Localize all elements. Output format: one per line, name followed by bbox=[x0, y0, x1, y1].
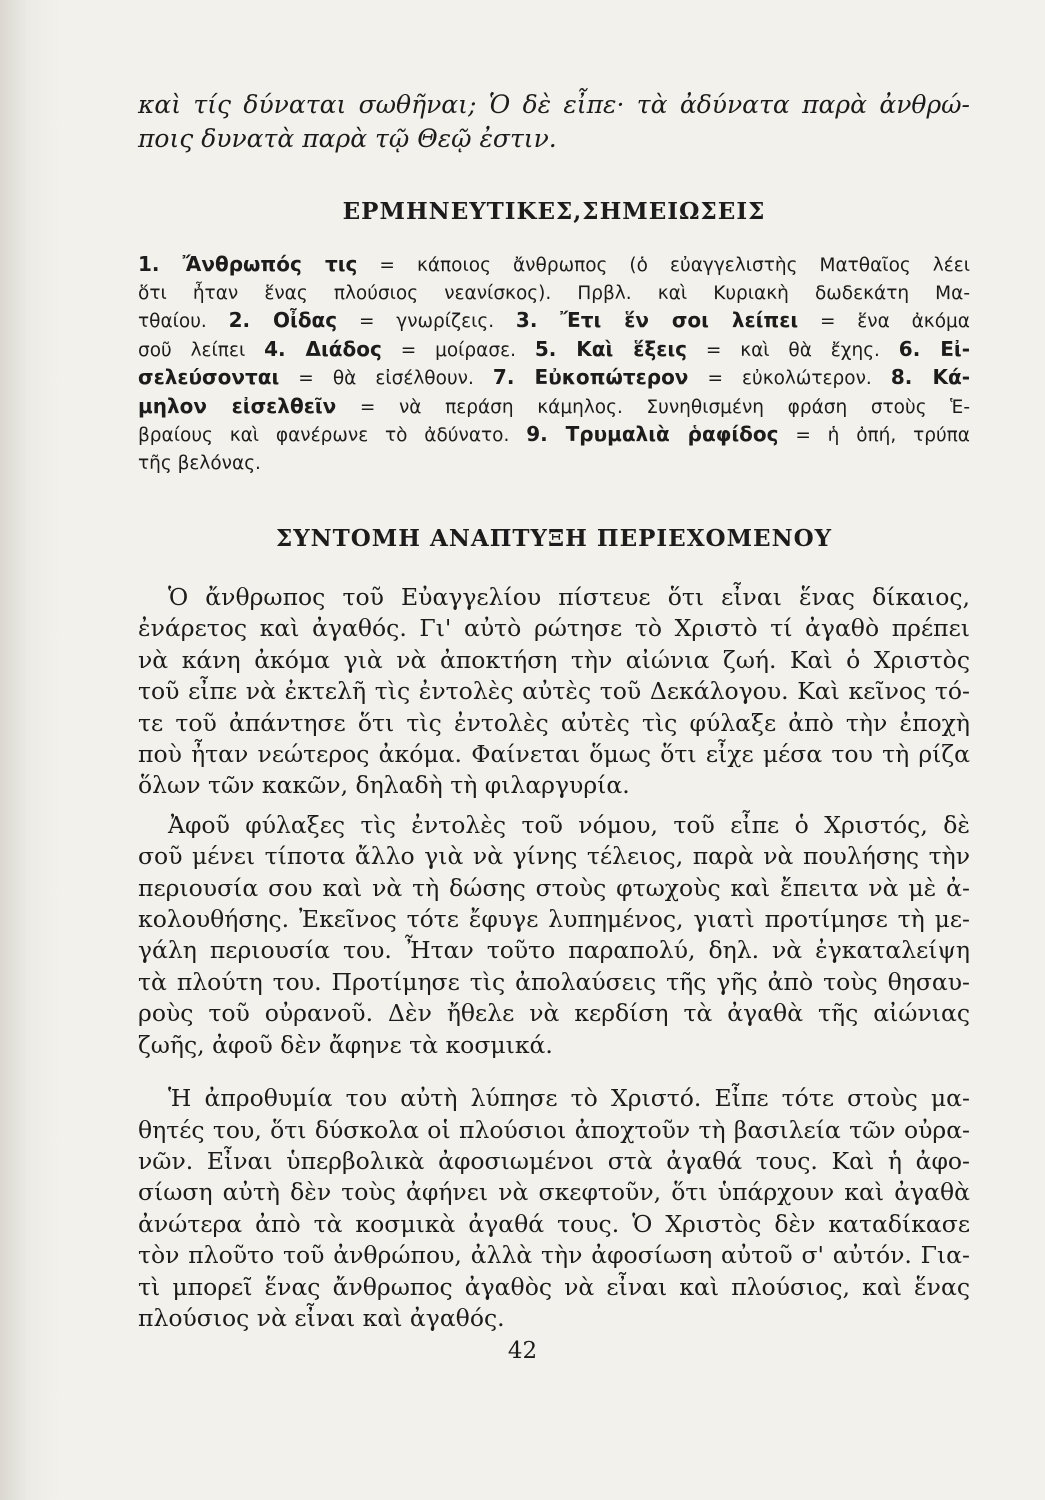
note-text: = ἡ ὀπή, τρύπα bbox=[778, 425, 971, 446]
note-term: 9. Τρυμαλιὰ ῥαφίδος bbox=[526, 422, 779, 446]
note-line bbox=[138, 421, 970, 450]
paragraph-line: ζωῆς, ἀφοῦ δὲν ἄφηνε τὰ κοσμικά. bbox=[138, 1030, 553, 1059]
paragraph-line: Ἀφοῦ φύλαξες τὶς ἐντολὲς τοῦ νόμου, τοῦ εἶπε ὁ Χριστός, δὲ bbox=[168, 810, 970, 839]
paragraph-line: σοῦ μένει τίποτα ἄλλο γιὰ νὰ γίνης τέλειος, παρὰ νὰ πουλήσης τὴν bbox=[138, 842, 970, 871]
note-term: 2. Οἶδας bbox=[228, 308, 338, 332]
note-term: 6. Εἰ- bbox=[898, 336, 971, 361]
paragraph-line: νὰ κάνη ἀκόμα γιὰ νὰ ἀποκτήση τὴν αἰώνια ζωή. Καὶ ὁ Χριστὸς bbox=[138, 645, 970, 674]
note-text: τῆς βελόνας. bbox=[138, 452, 261, 474]
summary-heading: ΣΥΝΤΟΜΗ ΑΝΑΠΤΥΞΗ ΠΕΡΙΕΧΟΜΕΝΟΥ bbox=[275, 525, 833, 552]
paragraph-line: ροὺς τοῦ οὐρανοῦ. Δὲν ἤθελε νὰ κερδίση τὰ ἀγαθὰ τῆς αἰώνιας bbox=[138, 999, 970, 1028]
note-text: = γνωρίζεις. bbox=[337, 311, 516, 332]
intro-line: ποις δυνατὰ παρὰ τῷ Θεῷ ἐστιν. bbox=[138, 124, 557, 153]
paragraph-line: τὸν πλοῦτο τοῦ ἀνθρώπου, ἀλλὰ τὴν ἀφοσίωση αὐτοῦ σ' αὐτόν. Για- bbox=[138, 1241, 970, 1270]
explanatory-notes bbox=[138, 251, 970, 477]
note-line bbox=[138, 393, 970, 422]
paragraph-line: τὶ μπορεῖ ἕνας ἄνθρωπος ἀγαθὸς νὰ εἶναι καὶ πλούσιος, καὶ ἕνας bbox=[138, 1272, 970, 1301]
note-term: σελεύσονται bbox=[138, 365, 280, 389]
note-text: τθαίου. bbox=[138, 311, 229, 332]
paragraph-3 bbox=[138, 1083, 970, 1334]
note-line bbox=[138, 450, 970, 478]
note-text: = καὶ θὰ ἔχης. bbox=[687, 339, 899, 361]
note-text: = κάποιος ἄνθρωπος (ὁ εὐαγγελιστὴς Ματθαῖος λέει bbox=[357, 255, 970, 276]
paragraph-line: τε τοῦ ἀπάντησε ὅτι τὶς ἐντολὲς αὐτὲς τὶς φύλαξε ἀπὸ τὴν ἐποχὴ bbox=[138, 708, 970, 737]
note-term: 8. Κά- bbox=[890, 365, 970, 389]
page-number: 42 bbox=[507, 1338, 538, 1364]
note-text: = θὰ εἰσέλθουν. bbox=[279, 368, 493, 389]
paragraph-line: ἐνάρετος καὶ ἀγαθός. Γι' αὐτὸ ρώτησε τὸ Χριστὸ τί ἀγαθὸ πρέπει bbox=[138, 614, 970, 643]
paragraph-line: νῶν. Εἶναι ὑπερβολικὰ ἀφοσιωμένοι στὰ ἀγαθά τους. Καὶ ἡ ἀφο- bbox=[138, 1146, 970, 1175]
paragraph-2 bbox=[138, 810, 970, 1061]
paragraph-line: ὅλων τῶν κακῶν, δηλαδὴ τὴ φιλαργυρία. bbox=[138, 771, 630, 800]
paragraph-line: ποὺ ἦταν νεώτερος ἀκόμα. Φαίνεται ὅμως ὅτι εἶχε μέσα του τὴ ρίζα bbox=[138, 740, 970, 769]
scripture-excerpt bbox=[138, 88, 970, 156]
paragraph-line: θητές του, ὅτι δύσκολα οἱ πλούσιοι ἀποχτοῦν τὴ βασιλεία τῶν οὐρα- bbox=[138, 1115, 970, 1144]
note-term: μηλον εἰσελθεῖν bbox=[138, 393, 337, 418]
paragraph-1 bbox=[138, 582, 970, 802]
note-term: 3. Ἔτι ἕν σοι λείπει bbox=[515, 308, 799, 332]
note-term: 7. Εὐκοπώτερον bbox=[492, 365, 689, 389]
intro-line: καὶ τίς δύναται σωθῆναι; Ὁ δὲ εἶπε· τὰ ἀδύνατα παρὰ ἀνθρώ- bbox=[138, 90, 970, 119]
paragraph-line: Ὁ ἄνθρωπος τοῦ Εὐαγγελίου πίστευε ὅτι εἶναι ἕνας δίκαιος, bbox=[168, 583, 970, 611]
note-text: = εὐκολώτερον. bbox=[688, 368, 891, 389]
paragraph-line: τὰ πλούτη του. Προτίμησε τὶς ἀπολαύσεις τῆς γῆς ἀπὸ τοὺς θησαυ- bbox=[138, 967, 970, 996]
note-text: = μοίρασε. bbox=[381, 339, 535, 361]
page-content bbox=[138, 88, 970, 1334]
paragraph-line: σίωση αὐτὴ δὲν τοὺς ἀφήνει νὰ σκεφτοῦν, ὅτι ὑπάρχουν καὶ ἀγαθὰ bbox=[138, 1178, 970, 1207]
paragraph-line: πλούσιος νὰ εἶναι καὶ ἀγαθός. bbox=[138, 1303, 505, 1332]
paragraph-line: περιουσία σου καὶ νὰ τὴ δώσης στοὺς φτωχοὺς καὶ ἔπειτα νὰ μὲ ἀ- bbox=[138, 873, 970, 902]
note-line bbox=[138, 307, 970, 336]
note-text: = ἕνα ἀκόμα bbox=[798, 311, 970, 332]
paragraph-line: ἀνώτερα ἀπὸ τὰ κοσμικὰ ἀγαθά τους. Ὁ Χριστὸς δὲν καταδίκασε bbox=[138, 1209, 970, 1238]
notes-heading: ΕΡΜΗΝΕΥΤΙΚΕΣ,ΣΗΜΕΙΩΣΕΙΣ bbox=[342, 198, 766, 225]
note-text: σοῦ λείπει bbox=[138, 339, 265, 361]
note-text: = νὰ περάση κάμηλος. Συνηθισμένη φράση στοὺς Ἑ- bbox=[336, 396, 970, 418]
paragraph-line: τοῦ εἶπε νὰ ἐκτελῆ τὶς ἐντολὲς αὐτὲς τοῦ Δεκάλογου. Καὶ κεῖνος τό- bbox=[138, 677, 970, 706]
note-line bbox=[138, 336, 970, 365]
paragraph-line: Ἡ ἀπροθυμία του αὐτὴ λύπησε τὸ Χριστό. Εἶπε τότε στοὺς μα- bbox=[168, 1084, 970, 1113]
note-term: 4. Διάδος bbox=[264, 336, 382, 361]
paragraph-line: γάλη περιουσία του. Ἦταν τοῦτο παραπολύ, δηλ. νὰ ἐγκαταλείψη bbox=[138, 936, 970, 965]
note-term: 5. Καὶ ἕξεις bbox=[534, 336, 687, 361]
note-term: 1. Ἄνθρωπός τις bbox=[138, 252, 358, 276]
note-line bbox=[138, 280, 970, 308]
note-line bbox=[138, 364, 970, 393]
note-text: βραίους καὶ φανέρωνε τὸ ἀδύνατο. bbox=[138, 425, 527, 446]
note-line bbox=[138, 251, 970, 280]
note-text: ὅτι ἦταν ἕνας πλούσιος νεανίσκος). Πρβλ. καὶ Κυριακὴ δωδεκάτη Μα- bbox=[138, 282, 970, 304]
paragraph-line: κολουθήσης. Ἐκεῖνος τότε ἔφυγε λυπημένος, γιατὶ προτίμησε τὴ με- bbox=[138, 905, 970, 934]
